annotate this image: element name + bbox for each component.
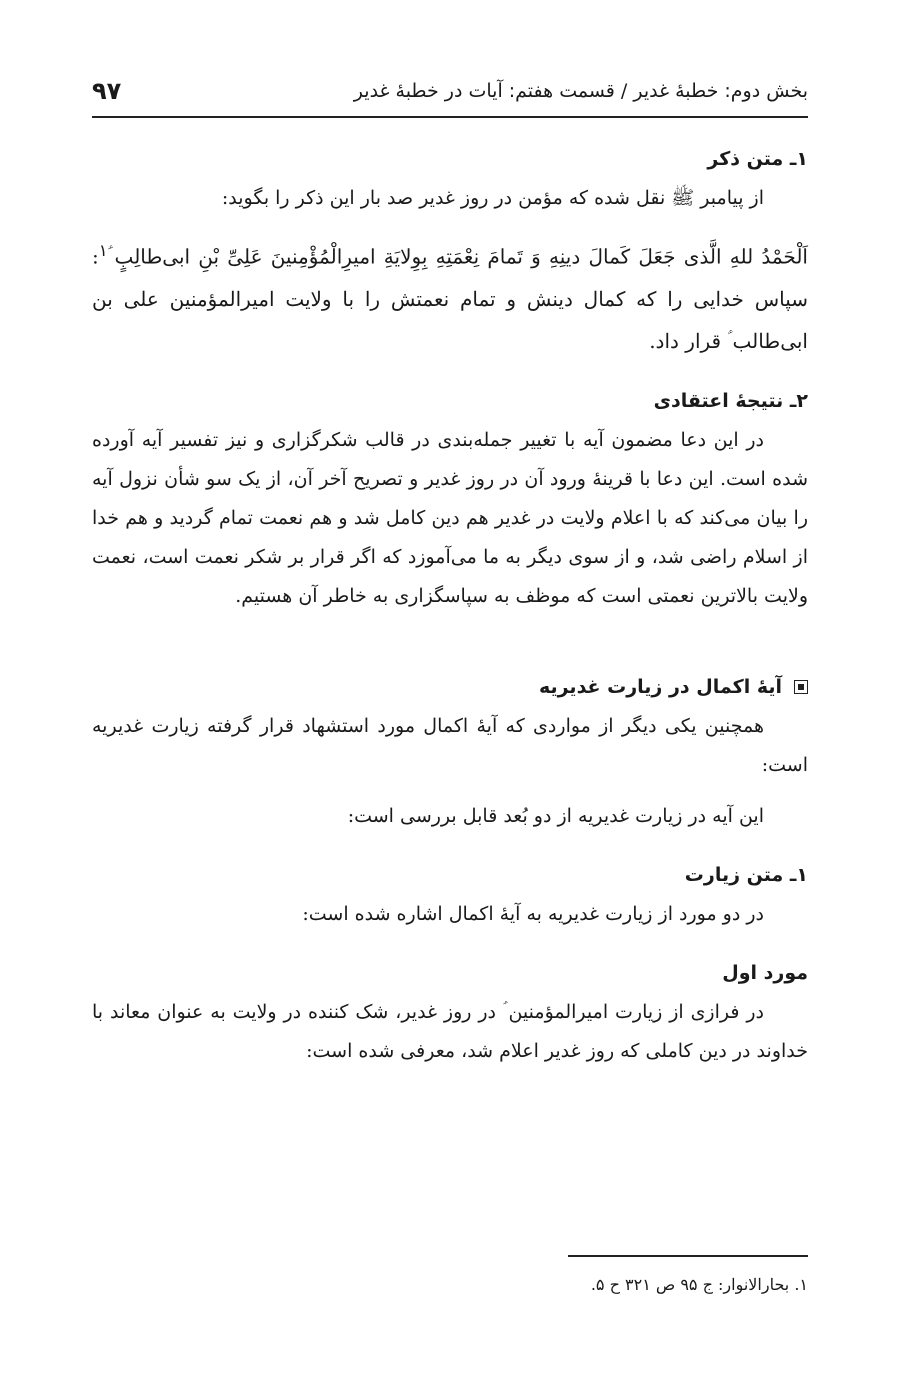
zikr-translation: : سپاس خدایی را که کمال دینش و تمام نعمتش را با ولایت امیرالمؤمنین علی بن ابی‌طالب ؑ قرار داد. [92,244,808,353]
subsection-heading-text: آیهٔ اکمال در زیارت غدیریه [538,675,782,698]
paragraph-two-aspects: این آیه در زیارت غدیریه از دو بُعد قابل بررسی است: [347,804,764,827]
paragraph-zikr-arabic [92,230,808,362]
section-heading-belief-result: ۲ـ نتیجهٔ اعتقادی [653,389,808,412]
paragraph-belief-result: در این دعا مضمون آیه با تغییر جمله‌بندی در قالب شکرگزاری و نیز تفسیر آیه آورده شده است. این دعا با قرینهٔ ورود آن در روز غدیر و تصریح آخر آن، از یک سو شأن نزول آیه را بیان می‌کند که با اعلام ولایت در غدیر هم دین کامل شد و هم نعمت تمام گردید و هم خدا از اسلام راضی شد، و از سوی دیگر به ما می‌آموزد که اگر قرار بر شکر نعمت است، نعمت ولایت بالاترین نعمتی است که موظف به سپاسگزاری به خاطر آن هستیم. [92,428,808,607]
paragraph-ziyarat-intro: همچنین یکی دیگر از مواردی که آیهٔ اکمال مورد استشهاد قرار گرفته زیارت غدیریه است: [92,714,808,776]
subsection-heading [92,668,808,707]
paragraph-first-case: در فرازی از زیارت امیرالمؤمنین ؑ در روز غدیر، شک کننده در ولایت به عنوان معاند با خداوند در دین کاملی که روز غدیر اعلام شد، معرفی شده است: [92,1000,808,1062]
page-header [92,66,808,118]
arabic-zikr: اَلْحَمْدُ للهِ الَّذی جَعَلَ کَمالَ دینِهِ وَ تَمامَ نِعْمَتِهِ بِوِلایَةِ امیرِالْمُؤْمِنینَ عَلِیِّ بْنِ ابی‌طالِبٍ ؑ [107,244,808,269]
section-heading-first-case: مورد اول [722,961,808,984]
square-bullet-icon [794,680,808,694]
paragraph-ziyarat-text-intro: در دو مورد از زیارت غدیریه به آیهٔ اکمال اشاره شده است: [302,902,764,925]
section-heading-zikr-text: ۱ـ متن ذکر [707,148,808,170]
page-body [92,140,808,1071]
footnote-divider [568,1255,808,1257]
section-heading-ziyarat-text: ۱ـ متن زیارت [684,863,808,886]
running-title: بخش دوم: خطبهٔ غدیر / قسمت هفتم: آیات در خطبهٔ غدیر [353,80,808,102]
page-number: ۹۷ [92,77,122,105]
footnote-mark: ۱ [98,241,108,260]
paragraph-zikr-intro: از پیامبر ﷺ نقل شده که مؤمن در روز غدیر صد بار این ذکر را بگوید: [221,187,764,209]
footnote: ۱. بحارالانوار: ج ۹۵ ص ۳۲۱ ح ۵. [590,1275,808,1294]
